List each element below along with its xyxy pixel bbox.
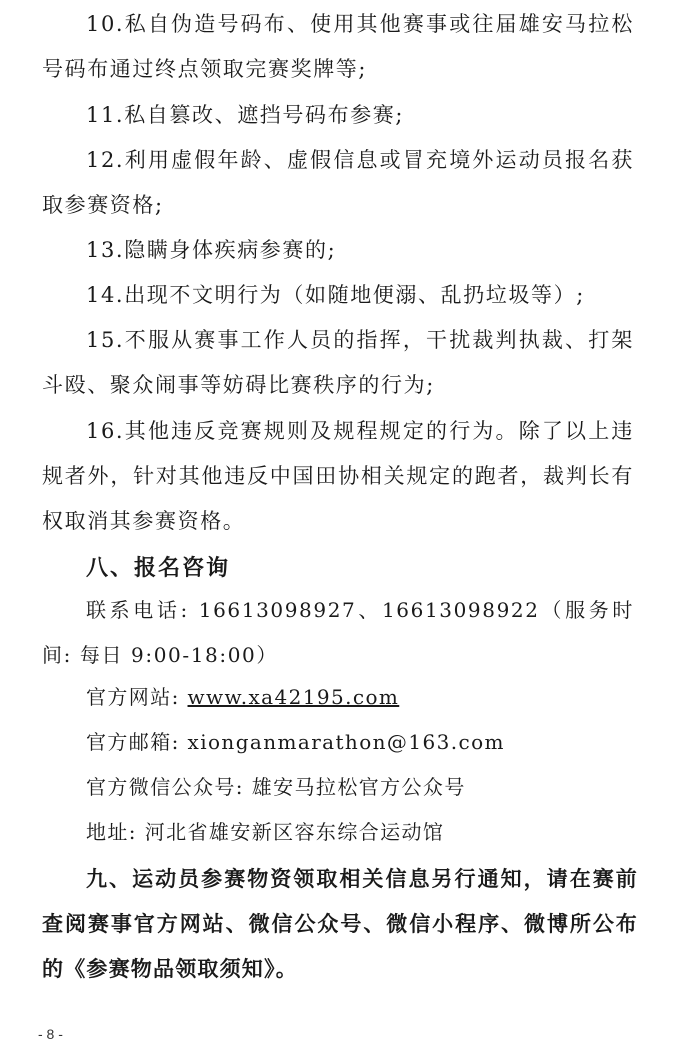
address-value: 河北省雄安新区容东综合运动馆 bbox=[144, 820, 445, 844]
address-label: 地址: bbox=[86, 820, 137, 844]
item-number: 10. bbox=[86, 12, 125, 36]
item-number: 12. bbox=[86, 148, 125, 172]
official-website bbox=[86, 675, 399, 720]
item-text: 其他违反竞赛规则及规程规定的行为。除了以上违规者外，针对其他违反中国田协相关规定的跑者，裁判长有权取消其参赛资格。 bbox=[42, 419, 634, 533]
item-text: 私自伪造号码布、使用其他赛事或往届雄安马拉松号码布通过终点领取完赛奖牌等; bbox=[42, 12, 634, 81]
address bbox=[86, 810, 444, 855]
item-number: 14. bbox=[86, 283, 125, 307]
website-link[interactable]: www.xa42195.com bbox=[187, 685, 400, 709]
section-9-notice: 九、运动员参赛物资领取相关信息另行通知，请在赛前查阅赛事官方网站、微信公众号、微信小程序、微博所公布的《参赛物品领取须知》。 bbox=[42, 867, 638, 981]
item-text: 利用虚假年龄、虚假信息或冒充境外运动员报名获取参赛资格; bbox=[42, 148, 634, 217]
item-text: 私自篡改、遮挡号码布参赛; bbox=[124, 103, 405, 127]
phone-label: 联系电话: bbox=[86, 598, 189, 622]
wechat-label: 官方微信公众号: bbox=[86, 775, 244, 799]
item-number: 13. bbox=[86, 238, 125, 262]
section-heading-registration-inquiry: 八、报名咨询 bbox=[86, 556, 231, 581]
wechat-value: 雄安马拉松官方公众号 bbox=[251, 775, 466, 799]
email-value: xionganmarathon@163.com bbox=[187, 730, 505, 754]
rule-item-14 bbox=[42, 273, 634, 318]
item-text: 出现不文明行为（如随地便溺、乱扔垃圾等）; bbox=[124, 283, 585, 307]
email-label: 官方邮箱: bbox=[86, 730, 180, 754]
item-number: 16. bbox=[86, 419, 125, 443]
rule-item-16 bbox=[42, 409, 634, 544]
contact-phone bbox=[42, 588, 634, 678]
rule-item-12 bbox=[42, 138, 634, 228]
rule-item-11 bbox=[42, 93, 634, 138]
item-text: 隐瞒身体疾病参赛的; bbox=[124, 238, 337, 262]
item-number: 15. bbox=[86, 328, 125, 352]
rule-item-13 bbox=[42, 228, 634, 273]
page-number: - 8 - bbox=[38, 1026, 63, 1042]
item-number: 11. bbox=[86, 103, 125, 127]
rule-item-10 bbox=[42, 2, 634, 92]
official-wechat bbox=[86, 765, 466, 810]
rule-item-15 bbox=[42, 318, 634, 408]
official-email bbox=[86, 720, 505, 765]
item-text: 不服从赛事工作人员的指挥，干扰裁判执裁、打架斗殴、聚众闹事等妨碍比赛秩序的行为; bbox=[42, 328, 634, 397]
website-label: 官方网站: bbox=[86, 685, 180, 709]
phone-value: 16613098927、16613098922（服务时间: 每日 9:00-18:00） bbox=[42, 598, 634, 667]
